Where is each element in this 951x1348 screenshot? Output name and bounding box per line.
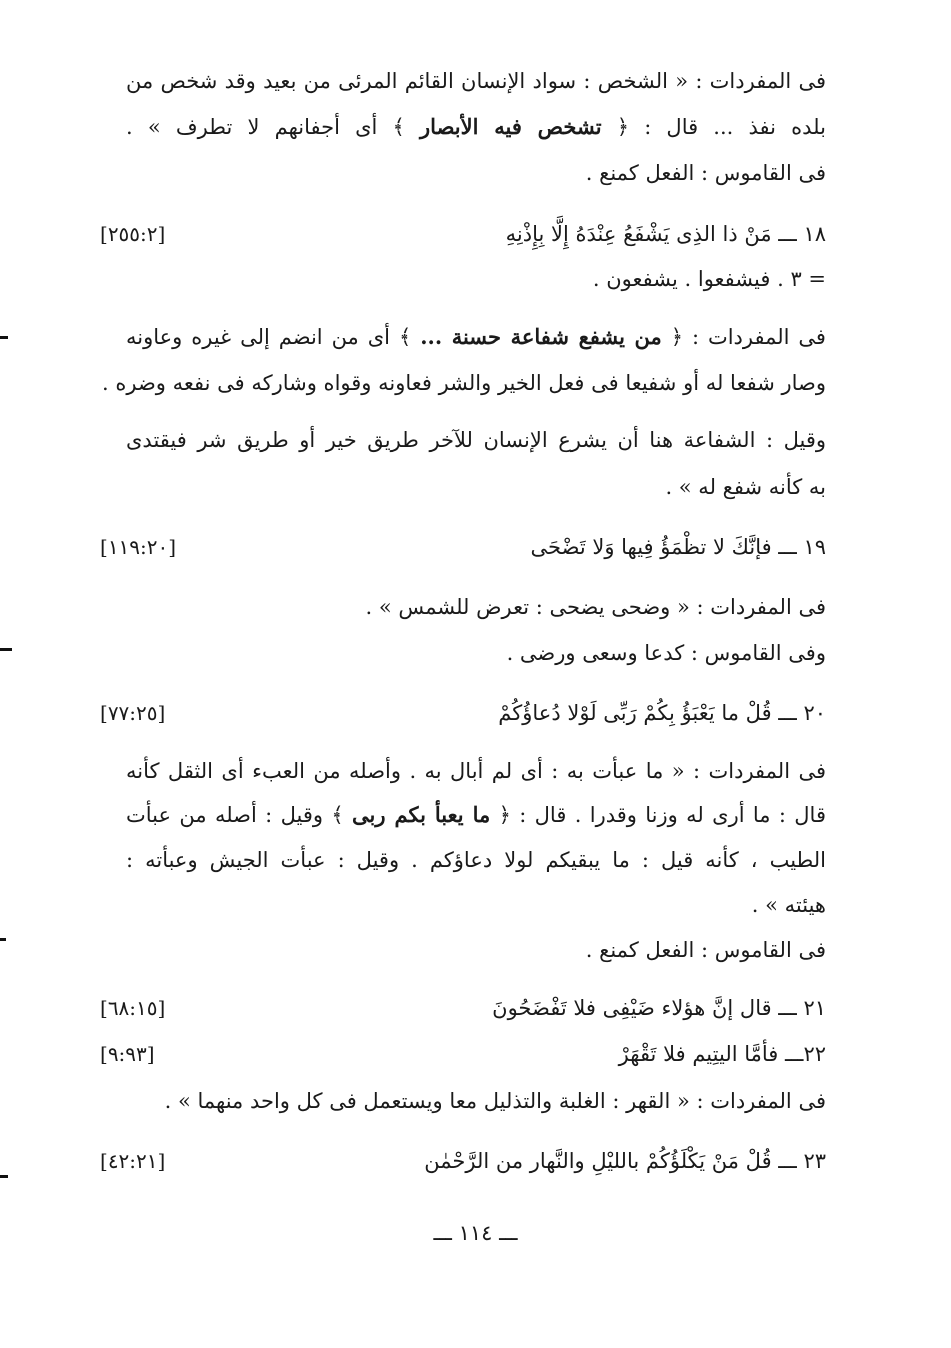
mufradat-shafaa-line-1 [126, 322, 826, 352]
qila-line-1: وقيل : الشفاعة هنا أن يشرع الإنسان للآخر طريق خير أو طريق شر فيقتدى [126, 428, 826, 452]
verse-23: ٢٣ ـــ قُلْ مَنْ يَكْلَؤُكُمْ بالليْلِ والنَّهار من الرَّحْمٰن [424, 1149, 826, 1173]
verse-18: ١٨ ـــ مَنْ ذا الذِى يَشْفَعُ عِنْدَهُ إِلَّا بِإِذْنِهِ [505, 222, 826, 246]
mufradat-shakhs-line-1: فى المفردات : « الشخص : سواد الإنسان القائم المرئى من بعيد وقد شخص من [126, 69, 826, 93]
verse-19: ١٩ ـــ فإنَّكَ لا تظْمَؤُ فِيها وَلا تَضْحَى [530, 535, 826, 559]
verse-23-reference: [٤٢:٢١] [100, 1149, 166, 1173]
scan-edge-mark [0, 1175, 8, 1178]
scan-edge-mark [0, 938, 6, 941]
quran-quote: ما يعبأ بكم ربى [352, 802, 491, 827]
mufradat-shakhs-line-2 [126, 112, 826, 142]
verse-21: ٢١ ـــ قال إنَّ هؤلاء ضَيْفِى فلا تَفْضَحُونَ [492, 996, 826, 1020]
text-segment: قال : ما أرى له وزنا وقدرا . قال : ﴿ [498, 803, 826, 827]
quran-quote: من يشفع شفاعة حسنة ... [420, 324, 662, 349]
verse-21-reference: [٦٨:١٥] [100, 996, 166, 1020]
qamus-aba-line: فى القاموس : الفعل كمنع . [585, 938, 826, 962]
verse-18-reference: [٢٥٥:٢] [100, 222, 166, 246]
mufradat-aba-line-4: هيئته » . [751, 893, 826, 917]
verse-20: ٢٠ ـــ قُلْ ما يَعْبَؤُ بِكُمْ رَبِّى لَوْلا دُعاؤُكُمْ [498, 701, 826, 725]
text-segment: ﴾ أى من انضم إلى غيره وعاونه [126, 325, 412, 349]
mufradat-aba-line-1: فى المفردات : « ما عبأت به : أى لم أبال به . وأصله من العبء أى الثقل كأنه [126, 759, 826, 783]
qamus-line: فى القاموس : الفعل كمنع . [585, 161, 826, 185]
verse-22-reference: [٩:٩٣] [100, 1042, 155, 1066]
scan-edge-mark [0, 648, 12, 651]
verse-22: ٢٢ـــ فأمَّا اليتِيم فلا تَقْهَرْ [618, 1042, 826, 1066]
verse-19-reference: [١١٩:٢٠] [100, 535, 177, 559]
text-segment: فى المفردات : ﴿ [670, 325, 826, 349]
mufradat-shafaa-line-2: وصار شفعا له أو شفيعا فى فعل الخير والشر فعاونه وقواه وشاركه فى نفعه وضره . [102, 371, 826, 395]
quran-quote: تشخص فيه الأبصار [420, 114, 602, 139]
verse-18-forms: = ٣ . فيشفعوا . يشفعون . [592, 267, 826, 291]
text-segment: بلده نفذ ... قال : ﴿ [616, 115, 826, 139]
verse-20-reference: [٧٧:٢٥] [100, 701, 166, 725]
text-segment: ﴾ وقيل : أصله من عبأت [126, 803, 344, 827]
qamus-duha-line: وفى القاموس : كدعا وسعى ورضى . [506, 641, 826, 665]
scan-edge-mark [0, 336, 8, 339]
page-number: ـــ ١١٤ ـــ [433, 1221, 518, 1245]
mufradat-duha-line: فى المفردات : « وضحى يضحى : تعرض للشمس » . [365, 595, 826, 619]
qila-line-2: به كأنه شفع له » . [665, 475, 826, 499]
mufradat-qahr-line: فى المفردات : « القهر : الغلبة والتذليل معا ويستعمل فى كل واحد منهما » . [164, 1089, 826, 1113]
mufradat-aba-line-3: الطيب ، كأنه قيل : ما يبقيكم لولا دعاؤكم . وقيل : عبأت الجيش وعبأته : [126, 848, 826, 872]
mufradat-aba-line-2 [126, 800, 826, 830]
text-segment: ﴾ أى أجفانهم لا تطرف » . [126, 115, 405, 139]
